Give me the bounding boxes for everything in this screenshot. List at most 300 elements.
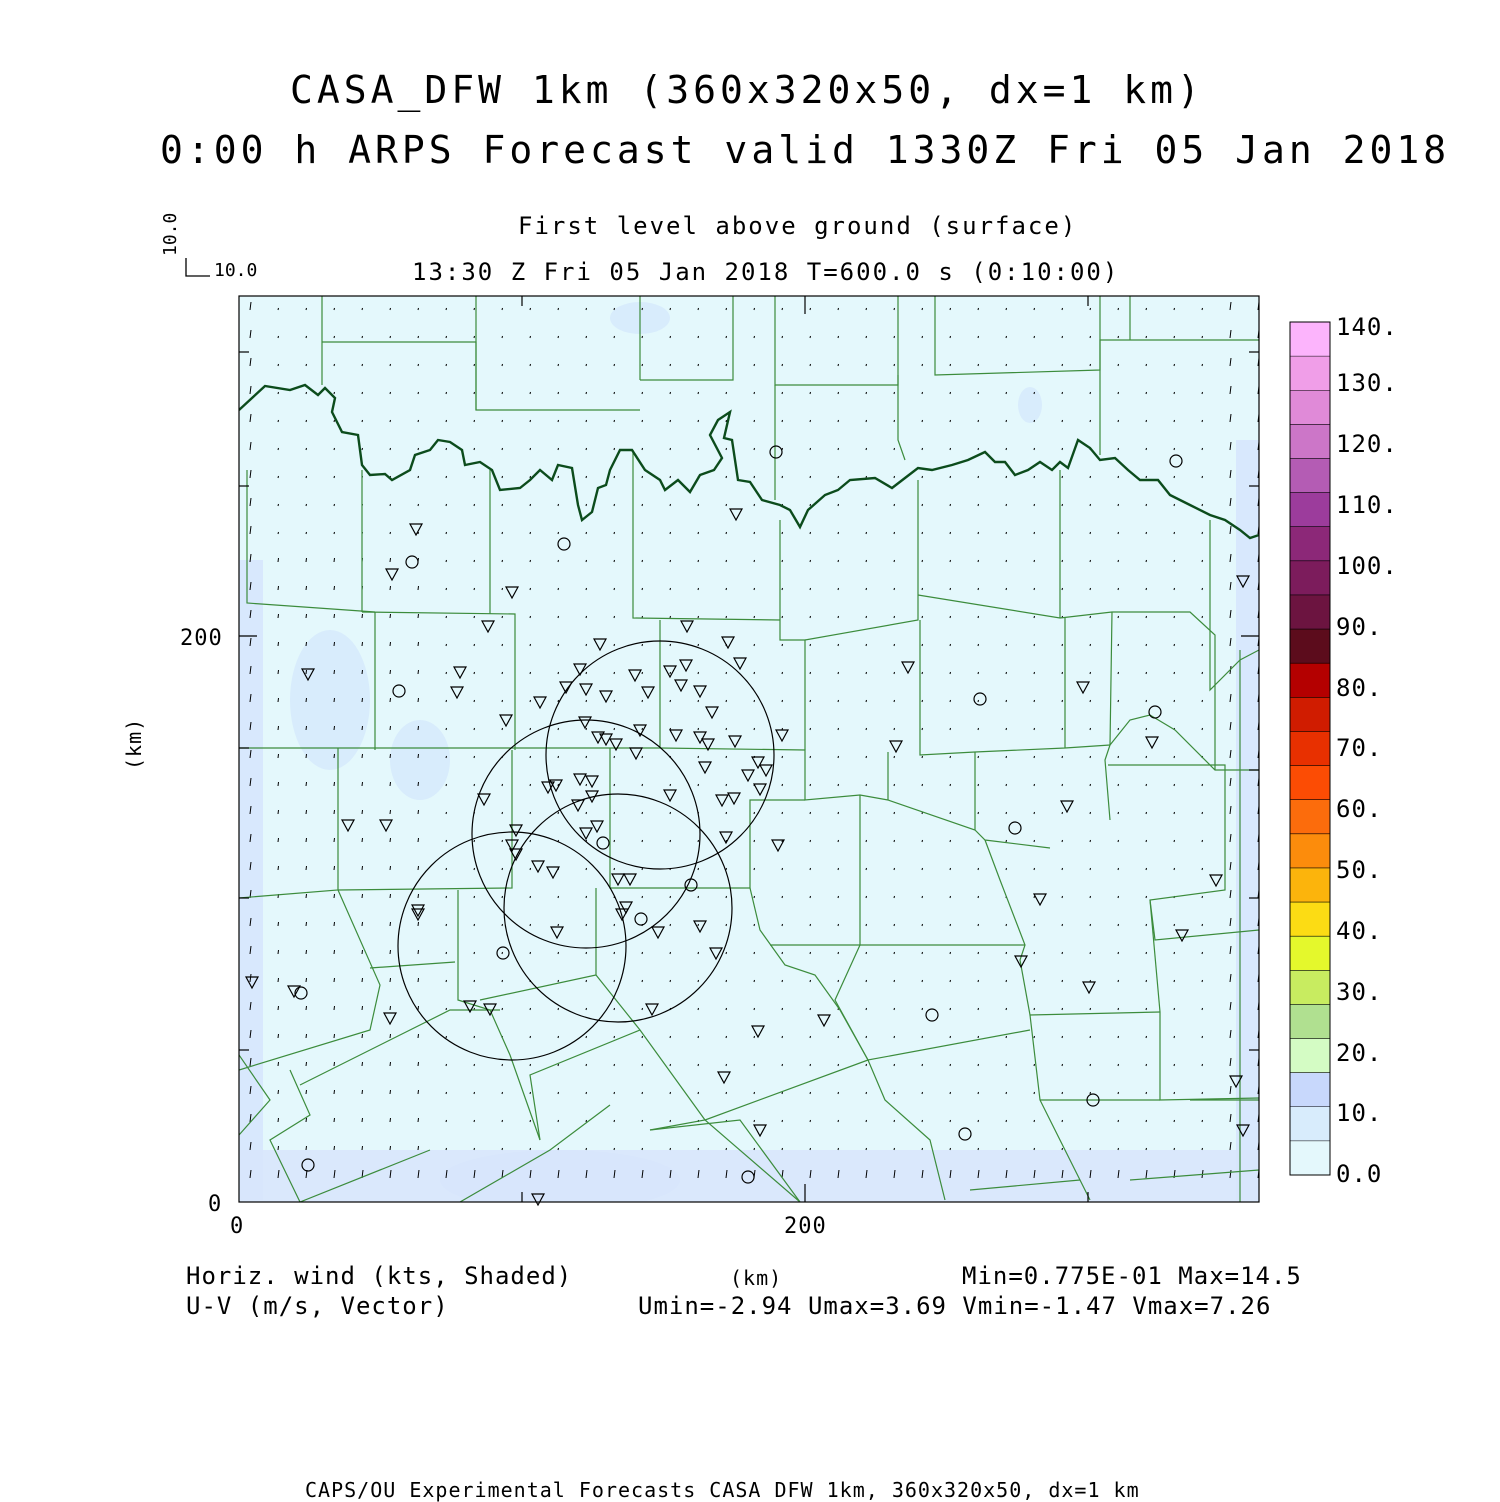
wind-vector xyxy=(1062,420,1063,422)
wind-vector xyxy=(306,336,307,338)
wind-vector xyxy=(586,1120,587,1122)
wind-vector xyxy=(810,616,811,618)
wind-vector xyxy=(838,364,839,366)
wind-vector xyxy=(586,448,587,450)
wind-vector xyxy=(502,532,503,534)
wind-vector xyxy=(1090,616,1091,618)
wind-vector xyxy=(1034,616,1035,618)
wind-vector xyxy=(614,812,615,814)
wind-vector xyxy=(838,1148,839,1150)
wind-vector xyxy=(278,698,279,702)
wind-vector xyxy=(726,1064,727,1066)
wind-vector xyxy=(782,392,783,394)
wind-vector xyxy=(502,1064,503,1066)
wind-vector xyxy=(614,756,615,758)
wind-vector xyxy=(362,1090,363,1094)
wind-vector xyxy=(1062,952,1063,954)
wind-vector xyxy=(1118,896,1119,898)
wind-vector xyxy=(1062,532,1063,534)
wind-vector xyxy=(1034,980,1035,982)
wind-vector xyxy=(1202,784,1203,786)
wind-vector xyxy=(922,868,923,870)
wind-vector xyxy=(558,756,559,758)
colorbar-label: 90. xyxy=(1336,613,1383,641)
wind-vector xyxy=(530,896,531,898)
wind-vector xyxy=(1062,868,1063,870)
wind-vector xyxy=(418,754,419,758)
wind-vector xyxy=(1006,1036,1007,1038)
wind-vector xyxy=(586,420,587,422)
wind-vector xyxy=(334,978,335,982)
wind-vector xyxy=(1062,588,1063,590)
wind-vector xyxy=(978,532,979,534)
wind-vector xyxy=(390,782,391,786)
wind-vector xyxy=(334,782,335,786)
wind-vector xyxy=(978,756,979,758)
wind-vector xyxy=(614,924,615,926)
wind-vector xyxy=(390,838,391,842)
wind-vector xyxy=(1006,980,1007,982)
wind-vector xyxy=(1118,476,1119,478)
wind-vector xyxy=(446,1064,447,1066)
wind-vector xyxy=(474,644,475,646)
wind-vector xyxy=(1034,1036,1035,1038)
colorbar-label: 80. xyxy=(1336,674,1383,702)
wind-vector xyxy=(586,700,587,702)
wind-vector xyxy=(922,532,923,534)
wind-vector xyxy=(1006,644,1007,646)
wind-vector xyxy=(642,868,643,870)
wind-vector xyxy=(1118,532,1119,534)
wind-vector xyxy=(502,616,503,618)
wind-vector xyxy=(474,588,475,590)
wind-vector xyxy=(782,896,783,898)
wind-vector xyxy=(1202,1148,1203,1150)
wind-vector xyxy=(278,782,279,786)
wind-vector xyxy=(1174,644,1175,646)
wind-vector xyxy=(698,1148,699,1150)
wind-vector xyxy=(418,782,419,786)
wind-vector xyxy=(418,978,419,982)
wind-vector xyxy=(642,420,643,422)
wind-vector xyxy=(894,616,895,618)
wind-vector xyxy=(334,448,335,450)
wind-vector xyxy=(698,504,699,506)
wind-vector xyxy=(810,728,811,730)
wind-vector xyxy=(614,1148,615,1150)
wind-vector xyxy=(474,364,475,366)
wind-vector xyxy=(642,1148,643,1150)
wind-vector xyxy=(838,980,839,982)
wind-vector xyxy=(306,726,307,730)
x-axis-label: (km) xyxy=(730,1266,783,1290)
wind-vector xyxy=(1062,1064,1063,1066)
wind-vector xyxy=(390,1006,391,1010)
wind-vector xyxy=(1090,924,1091,926)
wind-vector xyxy=(894,728,895,730)
wind-vector xyxy=(530,616,531,618)
wind-vector xyxy=(474,476,475,478)
wind-vector xyxy=(306,364,307,366)
wind-vector xyxy=(838,616,839,618)
wind-vector xyxy=(1118,1008,1119,1010)
wind-vector xyxy=(306,670,307,674)
wind-vector xyxy=(1202,840,1203,842)
wind-vector xyxy=(586,1064,587,1066)
colorbar-swatch xyxy=(1290,527,1330,562)
wind-vector xyxy=(726,392,727,394)
wind-vector xyxy=(1202,1092,1203,1094)
wind-vector xyxy=(810,532,811,534)
wind-vector xyxy=(838,644,839,646)
wind-vector xyxy=(502,364,503,366)
wind-vector xyxy=(474,448,475,450)
colorbar-swatch xyxy=(1290,800,1330,835)
wind-vector xyxy=(670,420,671,422)
wind-vector xyxy=(1146,364,1147,366)
wind-vector xyxy=(1006,336,1007,338)
wind-vector xyxy=(1034,560,1035,562)
wind-vector xyxy=(558,1064,559,1066)
wind-vector xyxy=(782,700,783,702)
wind-vector xyxy=(726,924,727,926)
wind-vector xyxy=(1034,504,1035,506)
wind-vector xyxy=(530,700,531,702)
wind-vector xyxy=(670,1064,671,1066)
wind-vector xyxy=(866,336,867,338)
wind-vector xyxy=(782,924,783,926)
wind-vector xyxy=(642,952,643,954)
wind-vector xyxy=(894,1064,895,1066)
wind-vector xyxy=(726,308,727,310)
wind-vector xyxy=(726,616,727,618)
wind-vector xyxy=(1006,784,1007,786)
wind-vector xyxy=(754,448,755,450)
wind-vector xyxy=(446,952,447,954)
wind-vector xyxy=(670,364,671,366)
wind-vector xyxy=(1118,728,1119,730)
wind-vector xyxy=(1174,1064,1175,1066)
wind-vector xyxy=(614,420,615,422)
wind-vector xyxy=(502,952,503,954)
wind-vector xyxy=(558,728,559,730)
wind-vector xyxy=(586,308,587,310)
wind-vector xyxy=(698,560,699,562)
wind-vector xyxy=(306,1118,307,1122)
wind-vector xyxy=(362,950,363,954)
wind-vector xyxy=(670,1036,671,1038)
wind-vector xyxy=(950,672,951,674)
wind-vector xyxy=(1062,476,1063,478)
wind-vector xyxy=(586,644,587,646)
wind-vector xyxy=(558,896,559,898)
wind-vector xyxy=(1034,840,1035,842)
wind-vector xyxy=(1202,588,1203,590)
wind-vector xyxy=(894,1036,895,1038)
wind-vector xyxy=(502,1148,503,1150)
wind-vector xyxy=(698,308,699,310)
wind-vector xyxy=(754,896,755,898)
wind-vector xyxy=(1006,868,1007,870)
wind-vector xyxy=(894,308,895,310)
wind-vector xyxy=(698,952,699,954)
wind-vector xyxy=(1062,1008,1063,1010)
wind-vector xyxy=(558,532,559,534)
wind-vector xyxy=(894,756,895,758)
wind-vector xyxy=(362,866,363,870)
wind-vector xyxy=(1118,812,1119,814)
wind-vector xyxy=(390,364,391,366)
wind-vector xyxy=(670,308,671,310)
wind-vector xyxy=(474,616,475,618)
wind-vector xyxy=(1118,448,1119,450)
wind-vector xyxy=(670,560,671,562)
wind-vector xyxy=(614,1036,615,1038)
wind-vector xyxy=(278,614,279,618)
wind-vector xyxy=(866,672,867,674)
wind-vector xyxy=(754,728,755,730)
wind-vector xyxy=(390,1062,391,1066)
wind-vector xyxy=(754,1148,755,1150)
wind-vector xyxy=(278,308,279,310)
colorbar-swatch xyxy=(1290,1073,1330,1108)
wind-vector xyxy=(1118,644,1119,646)
colorbar-label: 50. xyxy=(1336,856,1383,884)
wind-vector xyxy=(698,532,699,534)
wind-vector xyxy=(1202,896,1203,898)
wind-vector xyxy=(418,1118,419,1122)
wind-vector xyxy=(1202,672,1203,674)
wind-vector xyxy=(1118,756,1119,758)
wind-vector xyxy=(586,588,587,590)
wind-vector xyxy=(390,1146,391,1150)
wind-vector xyxy=(726,756,727,758)
wind-vector xyxy=(978,364,979,366)
wind-vector xyxy=(306,614,307,618)
wind-vector xyxy=(1062,1120,1063,1122)
wind-vector xyxy=(782,1120,783,1122)
wind-vector xyxy=(1174,952,1175,954)
wind-vector xyxy=(866,1008,867,1010)
wind-vector xyxy=(502,392,503,394)
wind-vector xyxy=(1118,504,1119,506)
wind-vector xyxy=(558,1148,559,1150)
wind-vector xyxy=(866,588,867,590)
wind-vector xyxy=(1118,672,1119,674)
wind-vector xyxy=(334,558,335,562)
wind-vector xyxy=(838,896,839,898)
wind-vector xyxy=(894,672,895,674)
wind-vector xyxy=(362,364,363,366)
wind-vector xyxy=(1062,504,1063,506)
wind-vector xyxy=(530,392,531,394)
wind-vector xyxy=(530,812,531,814)
wind-vector xyxy=(1006,448,1007,450)
wind-vector xyxy=(362,1062,363,1066)
wind-vector xyxy=(278,476,279,478)
wind-vector xyxy=(1006,560,1007,562)
wind-vector xyxy=(306,754,307,758)
wind-vector xyxy=(978,616,979,618)
colorbar-label: 100. xyxy=(1336,552,1398,580)
wind-vector xyxy=(838,952,839,954)
wind-vector xyxy=(558,476,559,478)
wind-vector xyxy=(838,812,839,814)
wind-vector xyxy=(698,1064,699,1066)
wind-vector xyxy=(446,812,447,814)
wind-vector xyxy=(1118,616,1119,618)
wind-vector xyxy=(922,672,923,674)
wind-vector xyxy=(754,924,755,926)
wind-vector xyxy=(474,980,475,982)
wind-vector xyxy=(782,1092,783,1094)
wind-vector xyxy=(1146,336,1147,338)
wind-vector xyxy=(1174,1036,1175,1038)
wind-vector xyxy=(1006,1148,1007,1150)
wind-vector xyxy=(670,448,671,450)
wind-vector xyxy=(950,448,951,450)
title-line2: 0:00 h ARPS Forecast valid 1330Z Fri 05 Jan 2018 xyxy=(160,128,1451,172)
wind-vector xyxy=(418,894,419,898)
wind-vector xyxy=(1146,616,1147,618)
wind-vector xyxy=(642,1120,643,1122)
wind-vector xyxy=(502,420,503,422)
wind-vector xyxy=(1202,336,1203,338)
wind-vector xyxy=(1034,308,1035,310)
wind-vector xyxy=(586,952,587,954)
wind-vector xyxy=(642,812,643,814)
wind-vector xyxy=(362,782,363,786)
wind-vector xyxy=(782,588,783,590)
wind-vector xyxy=(894,588,895,590)
wind-vector xyxy=(754,1008,755,1010)
wind-vector xyxy=(726,476,727,478)
wind-vector xyxy=(1146,784,1147,786)
wind-vector xyxy=(894,1092,895,1094)
wind-vector xyxy=(530,476,531,478)
wind-vector xyxy=(698,1092,699,1094)
wind-vector xyxy=(1202,1008,1203,1010)
wind-vector xyxy=(558,364,559,366)
wind-vector xyxy=(978,896,979,898)
wind-vector xyxy=(474,700,475,702)
wind-vector xyxy=(782,1064,783,1066)
wind-vector xyxy=(1090,504,1091,506)
wind-vector xyxy=(950,728,951,730)
wind-vector xyxy=(502,588,503,590)
wind-vector xyxy=(306,1062,307,1066)
wind-vector xyxy=(558,672,559,674)
wind-vector xyxy=(1006,672,1007,674)
wind-vector xyxy=(1146,1092,1147,1094)
wind-vector xyxy=(950,1148,951,1150)
wind-vector xyxy=(586,1036,587,1038)
colorbar-swatch xyxy=(1290,731,1330,766)
wind-vector xyxy=(866,1064,867,1066)
wind-vector xyxy=(1118,588,1119,590)
wind-vector xyxy=(950,392,951,394)
wind-vector xyxy=(754,868,755,870)
wind-vector xyxy=(810,756,811,758)
wind-vector xyxy=(1202,420,1203,422)
wind-vector xyxy=(670,476,671,478)
wind-vector xyxy=(586,476,587,478)
wind-vector xyxy=(1146,644,1147,646)
wind-vector xyxy=(642,392,643,394)
wind-vector xyxy=(1062,364,1063,366)
wind-vector xyxy=(866,1148,867,1150)
wind-vector xyxy=(446,532,447,534)
wind-vector xyxy=(418,476,419,478)
wind-vector xyxy=(1006,756,1007,758)
wind-vector xyxy=(1202,728,1203,730)
wind-vector xyxy=(278,838,279,842)
wind-vector xyxy=(418,950,419,954)
wind-vector xyxy=(950,420,951,422)
wind-vector xyxy=(1202,560,1203,562)
wind-vector xyxy=(670,588,671,590)
wind-vector xyxy=(334,1090,335,1094)
wind-vector xyxy=(698,784,699,786)
wind-vector xyxy=(1062,784,1063,786)
wind-vector xyxy=(390,504,391,506)
wind-vector xyxy=(1146,980,1147,982)
wind-vector xyxy=(1034,1120,1035,1122)
wind-vector xyxy=(810,952,811,954)
wind-vector xyxy=(278,1146,279,1150)
wind-vector xyxy=(1090,812,1091,814)
wind-vector xyxy=(1062,560,1063,562)
wind-vector xyxy=(362,336,363,338)
wind-vector xyxy=(670,896,671,898)
wind-vector xyxy=(1090,784,1091,786)
wind-vector xyxy=(446,1120,447,1122)
wind-vector xyxy=(866,504,867,506)
wind-vector xyxy=(278,866,279,870)
wind-vector xyxy=(474,952,475,954)
wind-vector xyxy=(810,504,811,506)
wind-vector xyxy=(1174,672,1175,674)
wind-vector xyxy=(502,896,503,898)
wind-vector xyxy=(502,840,503,842)
wind-vector xyxy=(446,504,447,506)
wind-vector xyxy=(866,980,867,982)
wind-vector xyxy=(894,980,895,982)
ref-vector-u-label: 10.0 xyxy=(214,260,258,281)
wind-vector xyxy=(446,868,447,870)
wind-vector xyxy=(698,1008,699,1010)
wind-vector xyxy=(1062,728,1063,730)
wind-vector xyxy=(1174,588,1175,590)
wind-vector xyxy=(1090,392,1091,394)
wind-vector xyxy=(922,616,923,618)
wind-vector xyxy=(1174,448,1175,450)
wind-vector xyxy=(1062,308,1063,310)
wind-vector xyxy=(726,1036,727,1038)
wind-vector xyxy=(1174,840,1175,842)
wind-vector xyxy=(978,840,979,842)
wind-vector xyxy=(726,364,727,366)
wind-vector xyxy=(1006,1120,1007,1122)
wind-vector xyxy=(502,476,503,478)
wind-vector xyxy=(978,868,979,870)
wind-vector xyxy=(558,448,559,450)
wind-vector xyxy=(334,754,335,758)
colorbar-swatch xyxy=(1290,1004,1330,1039)
wind-vector xyxy=(446,420,447,422)
wind-vector xyxy=(698,896,699,898)
wind-vector xyxy=(922,840,923,842)
